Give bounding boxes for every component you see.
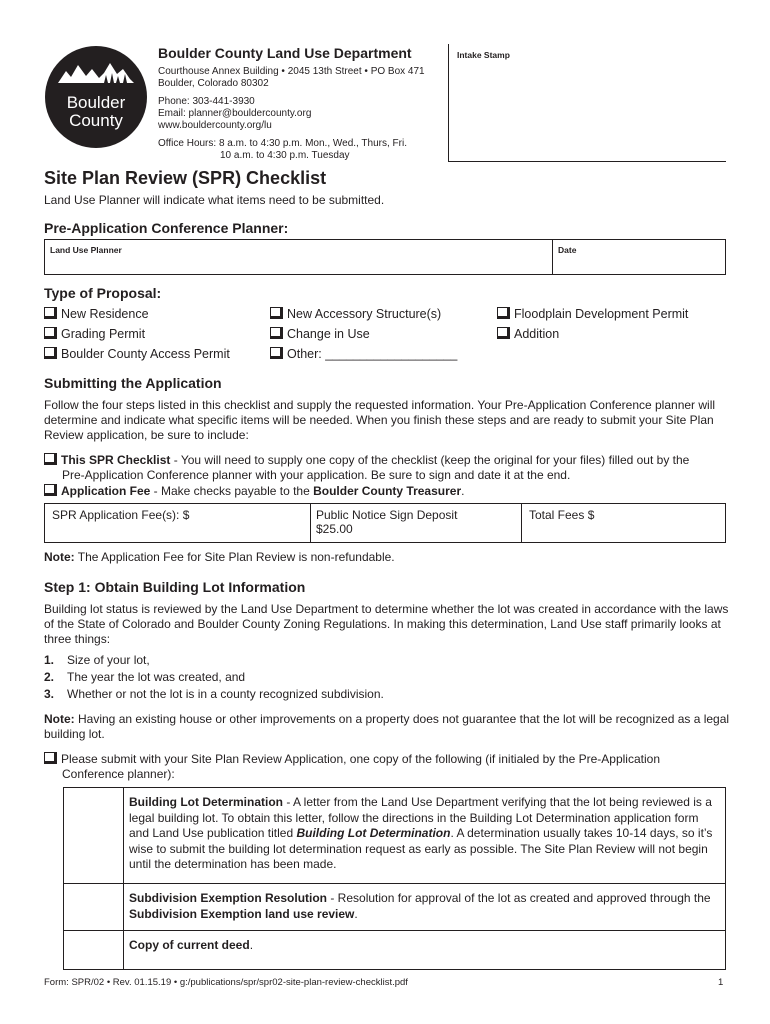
- option-change-in-use[interactable]: Change in Use: [270, 327, 370, 341]
- land-use-planner-field[interactable]: [45, 240, 553, 274]
- step1-heading: Step 1: Obtain Building Lot Information: [44, 579, 306, 595]
- doc-description: Subdivision Exemption Resolution - Resolution for approval of the lot as created and approved through the Subdivision Exemption land use review.: [129, 891, 711, 921]
- address-line2: Boulder, Colorado 80302: [158, 78, 269, 89]
- sign-deposit-cell: Public Notice Sign Deposit $25.00: [311, 504, 522, 542]
- logo-line2: County: [69, 111, 123, 130]
- department-name: Boulder County Land Use Department: [158, 45, 412, 61]
- checkbox-icon[interactable]: [44, 484, 57, 496]
- boulder-county-logo: [44, 45, 148, 149]
- option-accessory-structure[interactable]: New Accessory Structure(s): [270, 307, 441, 321]
- option-access-permit[interactable]: Boulder County Access Permit: [44, 347, 230, 361]
- option-new-residence[interactable]: New Residence: [44, 307, 149, 321]
- step1-paragraph: Building lot status is reviewed by the Land Use Department to determine whether the lot was created in accordance with the laws of the State of Colorado and Boulder County Zoning Regulations. In making this determination, Land Use staff primarily looks at three things:: [44, 602, 729, 646]
- logo-line1: Boulder: [66, 93, 126, 112]
- doc-description: Copy of current deed.: [129, 938, 254, 952]
- checkbox-icon[interactable]: [497, 327, 510, 339]
- table-row: [64, 931, 725, 969]
- fee-note: Note: The Application Fee for Site Plan Review is non-refundable.: [44, 550, 395, 564]
- proposal-heading: Type of Proposal:: [44, 285, 162, 301]
- table-row: [64, 884, 725, 931]
- date-field[interactable]: [553, 240, 725, 274]
- list-item: 2. The year the lot was created, and: [44, 670, 246, 684]
- submitting-paragraph: Follow the four steps listed in this checklist and supply the requested information. Your Pre-Application Conference planner will determine and indicate what specific items will be needed. When you finish these steps and are ready to submit your Site Plan Review application, be sure to include:: [44, 398, 716, 442]
- page-number: 1: [718, 977, 724, 988]
- intake-stamp-box: [448, 44, 726, 162]
- total-fees-field[interactable]: Total Fees $: [529, 508, 595, 522]
- fee-table: [44, 503, 726, 543]
- initial-cell[interactable]: [64, 931, 124, 969]
- step1-note: Note: Having an existing house or other improvements on a property does not guarantee that the lot will be recognized as a legal building lot.: [44, 712, 730, 741]
- planner-fields: [44, 239, 726, 275]
- spr-fee-field[interactable]: SPR Application Fee(s): $: [45, 504, 311, 542]
- submitting-heading: Submitting the Application: [44, 375, 222, 391]
- step1-list: [44, 652, 384, 703]
- checkbox-icon[interactable]: [270, 307, 283, 319]
- documents-table: [63, 787, 726, 970]
- checkbox-icon[interactable]: [497, 307, 510, 319]
- doc-description: Building Lot Determination - A letter from the Land Use Department verifying that the lot being reviewed is a legal building lot. To obtain this letter, follow the directions in the Building Lot Determination application form and Land Use publication titled Building Lot Determination. A determination usually takes 10-14 days, so it’s wise to submit the building lot determination request as early as possible. The Site Plan Review will not begin until the determination has been made.: [129, 795, 713, 871]
- checkbox-icon[interactable]: [44, 453, 57, 465]
- checkbox-icon[interactable]: [44, 327, 57, 339]
- checklist-item-submit[interactable]: Please submit with your Site Plan Review Application, one copy of the following (if initialed by the Pre-Application Conference planner):: [44, 752, 734, 782]
- phone: Phone: 303-441-3930: [158, 96, 255, 107]
- option-grading-permit[interactable]: Grading Permit: [44, 327, 145, 341]
- table-row: [64, 788, 725, 884]
- checkbox-icon[interactable]: [44, 347, 57, 359]
- checklist-item-fee[interactable]: Application Fee - Make checks payable to the Boulder County Treasurer.: [44, 484, 734, 499]
- checkbox-icon[interactable]: [270, 347, 283, 359]
- intake-stamp-label: Intake Stamp: [457, 50, 510, 60]
- list-item: 3. Whether or not the lot is in a county recognized subdivision.: [44, 687, 384, 701]
- address-line1: Courthouse Annex Building • 2045 13th Street • PO Box 471: [158, 66, 425, 77]
- office-hours-2: 10 a.m. to 4:30 p.m. Tuesday: [220, 150, 350, 161]
- department-info: [158, 44, 448, 162]
- list-item: 1. Size of your lot,: [44, 653, 150, 667]
- page-subtitle: Land Use Planner will indicate what items need to be submitted.: [44, 193, 385, 207]
- checklist-item-spr[interactable]: This SPR Checklist - You will need to supply one copy of the checklist (keep the original for your files) filled out by the Pre-Application Conference planner with your application. Be sure to sign and date it at the end.: [44, 453, 734, 483]
- footer-form-info: Form: SPR/02 • Rev. 01.15.19 • g:/publications/spr/spr02-site-plan-review-checklist.pdf: [44, 977, 408, 988]
- page-title: Site Plan Review (SPR) Checklist: [44, 168, 327, 188]
- initial-cell[interactable]: [64, 884, 124, 930]
- checkbox-icon[interactable]: [270, 327, 283, 339]
- initial-cell[interactable]: [64, 788, 124, 883]
- website: www.bouldercounty.org/lu: [158, 120, 272, 131]
- date-label: Date: [558, 245, 577, 255]
- land-use-planner-label: Land Use Planner: [50, 245, 122, 255]
- email: Email: planner@bouldercounty.org: [158, 108, 312, 119]
- pre-app-heading: Pre-Application Conference Planner:: [44, 220, 289, 236]
- option-addition[interactable]: Addition: [497, 327, 559, 341]
- checkbox-icon[interactable]: [44, 752, 57, 764]
- option-floodplain[interactable]: Floodplain Development Permit: [497, 307, 688, 321]
- office-hours-1: Office Hours: 8 a.m. to 4:30 p.m. Mon., Wed., Thurs, Fri.: [158, 138, 407, 149]
- proposal-options: [44, 307, 726, 367]
- option-other[interactable]: Other: ___________________: [270, 347, 457, 361]
- checkbox-icon[interactable]: [44, 307, 57, 319]
